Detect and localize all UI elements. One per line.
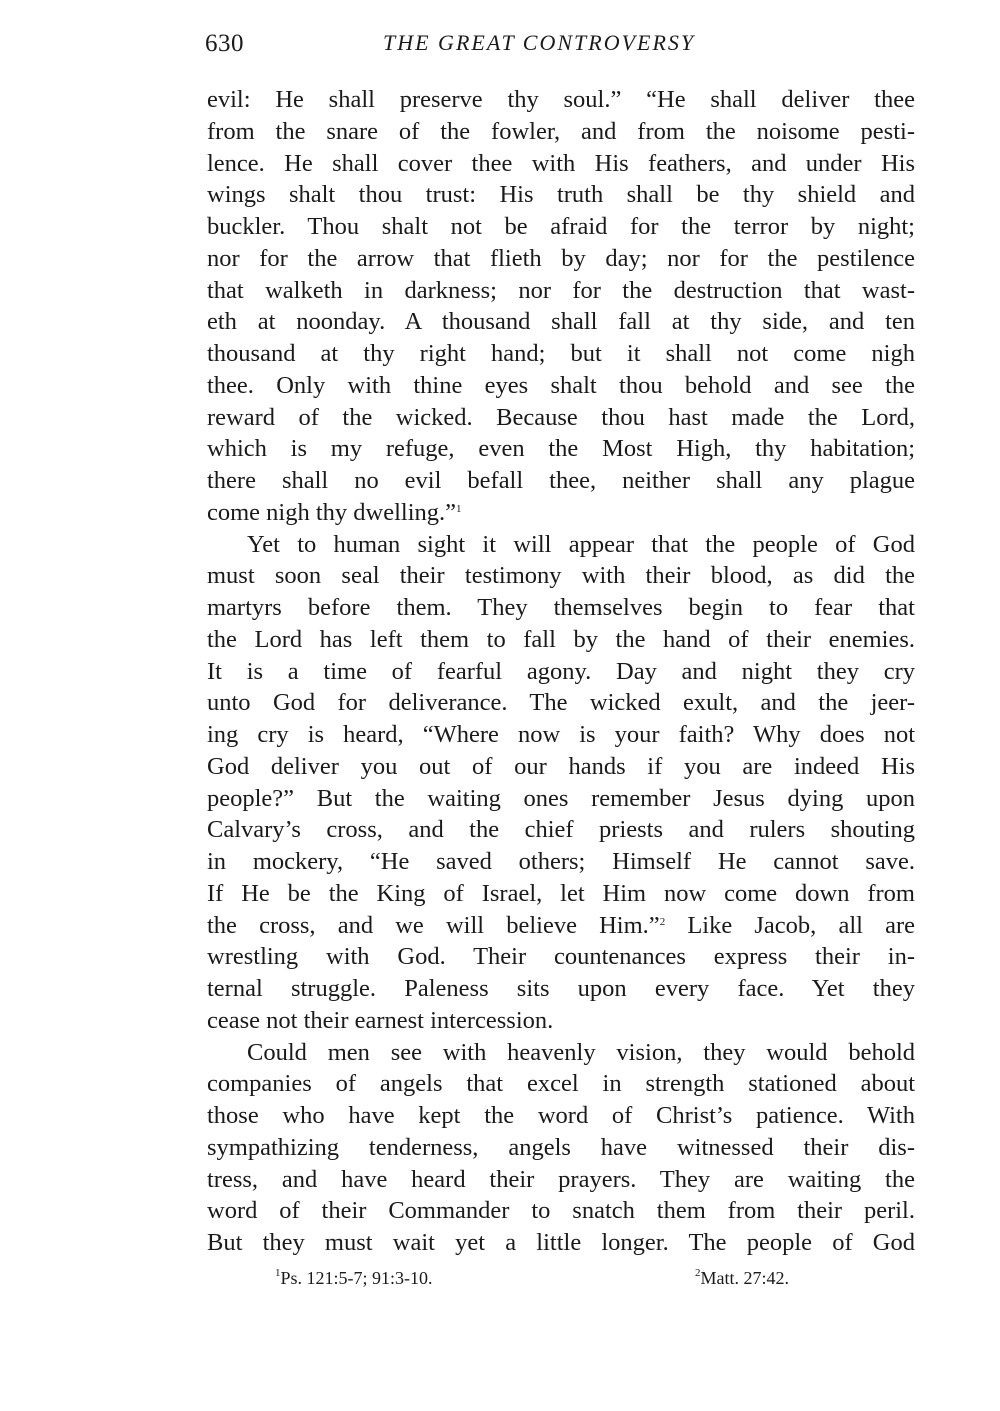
running-title: THE GREAT CONTROVERSY	[383, 30, 696, 55]
text-line: in mockery, “He saved others; Himself He cannot save.	[207, 848, 915, 875]
text-line: there shall no evil befall thee, neither shall any plague	[207, 467, 915, 494]
text-line-with-footnote	[207, 910, 915, 942]
text-line: the Lord has left them to fall by the hand of their enemies.	[207, 625, 915, 653]
text-line: ternal struggle. Paleness sits upon every face. Yet they	[207, 975, 915, 1002]
body-text	[207, 84, 915, 1259]
text-line: ing cry is heard, “Where now is your faith? Why does not	[207, 721, 915, 748]
footnote-mark: 1	[456, 502, 462, 515]
text-line: reward of the wicked. Because thou hast made the Lord,	[207, 403, 915, 431]
text-line: sympathizing tenderness, angels have witnessed their dis-	[207, 1133, 915, 1161]
text-line: word of their Commander to snatch them from their peril.	[207, 1197, 915, 1225]
text-line: evil: He shall preserve thy soul.” “He shall deliver thee	[207, 86, 915, 113]
text-line: that walketh in darkness; nor for the destruction that wast-	[207, 276, 915, 304]
footnote-mark: 2	[695, 1267, 701, 1279]
text-line: Calvary’s cross, and the chief priests and rulers shouting	[207, 816, 915, 844]
page-number: 630	[205, 30, 244, 57]
text-line: thee. Only with thine eyes shalt thou behold and see the	[207, 371, 915, 399]
text-line: unto God for deliverance. The wicked exult, and the jeer-	[207, 689, 915, 717]
text-line: must soon seal their testimony with their blood, as did the	[207, 562, 915, 590]
text-line: If He be the King of Israel, let Him now come down from	[207, 879, 915, 907]
text-line: nor for the arrow that flieth by day; nor for the pestilence	[207, 244, 915, 272]
text-line: buckler. Thou shalt not be afraid for the terror by night;	[207, 213, 915, 240]
text-line: eth at noonday. A thousand shall fall at thy side, and ten	[207, 308, 915, 336]
text-line: people?” But the waiting ones remember Jesus dying upon	[207, 784, 915, 812]
text-line: wrestling with God. Their countenances express their in-	[207, 943, 915, 971]
footnote-2	[695, 1268, 789, 1289]
footnote-1	[275, 1268, 433, 1289]
text-line: which is my refuge, even the Most High, thy habitation;	[207, 435, 915, 463]
footnote-text: Ps. 121:5-7; 91:3-10.	[280, 1268, 433, 1288]
footnote-mark: 2	[659, 915, 666, 928]
text-line: from the snare of the fowler, and from the noisome pesti-	[207, 117, 915, 145]
text-line: the cross, and we will believe Him.”	[207, 911, 660, 939]
text-line: wings shalt thou trust: His truth shall be thy shield and	[207, 181, 915, 209]
text-line: But they must wait yet a little longer. The people of God	[207, 1229, 915, 1256]
text-line: It is a time of fearful agony. Day and night they cry	[207, 657, 915, 685]
text-line: God deliver you out of our hands if you are indeed His	[207, 752, 915, 780]
text-line-with-footnote	[207, 497, 915, 529]
running-head	[205, 30, 735, 66]
text-line: come nigh thy dwelling.”	[207, 498, 457, 526]
text-line: tress, and have heard their prayers. They are waiting the	[207, 1165, 915, 1193]
text-line: companies of angels that excel in strength stationed about	[207, 1070, 915, 1098]
text-line: Like Jacob, all are	[687, 911, 916, 939]
text-line: those who have kept the word of Christ’s patience. With	[207, 1102, 915, 1129]
footnote-text: Matt. 27:42.	[700, 1268, 789, 1288]
footnote-mark: 1	[275, 1267, 281, 1279]
paragraph-first-line: Yet to human sight it will appear that the people of God	[247, 530, 915, 558]
text-line: martyrs before them. They themselves begin to fear that	[207, 594, 915, 621]
text-line: lence. He shall cover thee with His feathers, and under His	[207, 149, 915, 177]
text-line: thousand at thy right hand; but it shall not come nigh	[207, 340, 915, 367]
paragraph-first-line: Could men see with heavenly vision, they would behold	[247, 1038, 915, 1066]
footnotes	[275, 1268, 875, 1298]
text-line: cease not their earnest intercession.	[207, 1006, 554, 1034]
